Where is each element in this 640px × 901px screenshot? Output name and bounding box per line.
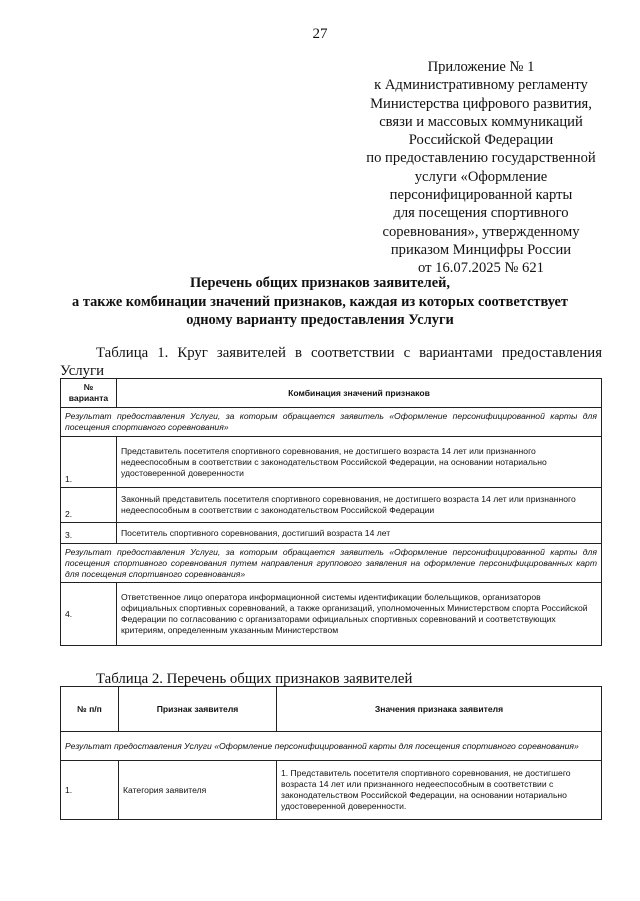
variant-combination: Законный представитель посетителя спортивного соревнования, не достигшего возраста 14 лет или признанного недееспособным в соответствии с законодательством Российской Федерации <box>117 488 602 523</box>
appendix-line: услуги «Оформление <box>414 168 548 185</box>
result-description: Результат предоставления Услуги «Оформление персонифицированной карты для посещения спортивного соревнования» <box>61 732 602 761</box>
appendix-line: приказом Минцифры России <box>390 241 572 258</box>
column-header-number: № варианта <box>61 379 117 408</box>
result-description: Результат предоставления Услуги, за которым обращается заявитель «Оформление персонифицированной карты для посещения спортивного соревнования путем направления группового заявления на оформление персонифицированных карт для посещения спортивного соревнования» <box>61 544 602 583</box>
row-number: 1. <box>61 761 119 820</box>
variant-number: 1. <box>61 437 117 488</box>
table1-caption: Таблица 1. Круг заявителей в соответствии с вариантами предоставления Услуги <box>60 345 602 379</box>
heading-line: а также комбинации значений признаков, каждая из которых соответствует <box>72 293 568 310</box>
column-header-value: Значения признака заявителя <box>277 687 602 732</box>
column-header-number: № п/п <box>61 687 119 732</box>
variant-combination: Посетитель спортивного соревнования, достигший возраста 14 лет <box>117 523 602 544</box>
table2-caption: Таблица 2. Перечень общих признаков заявителей <box>96 671 413 687</box>
appendix-line: связи и массовых коммуникаций <box>379 113 583 130</box>
applicant-sign-value: 1. Представитель посетителя спортивного соревнования, не достигшего возраста 14 лет или признанного недееспособным в соответствии с законодательством Российской Федерации, на основании нотариально удостоверенной доверенности. <box>277 761 602 820</box>
table-row <box>61 523 602 544</box>
result-row <box>61 544 602 583</box>
variant-combination: Ответственное лицо оператора информационной системы идентификации болельщиков, организаторов официальных спортивных соревнований, а также организаций, уполномоченных Министерством спорта Российской Федерации по согласованию с организаторами официальных спортивных соревнований и соответствующих критериям, определенным указанным Министерством <box>117 583 602 646</box>
variant-number: 4. <box>61 583 117 646</box>
heading-line: одному варианту предоставления Услуги <box>186 312 454 328</box>
table-row <box>61 583 602 646</box>
applicant-sign: Категория заявителя <box>119 761 277 820</box>
table-header-row <box>61 379 602 408</box>
page-number: 27 <box>312 26 328 42</box>
column-header-sign: Признак заявителя <box>119 687 277 732</box>
variant-combination: Представитель посетителя спортивного соревнования, не достигшего возраста 14 лет или признанного недееспособным в соответствии с законодательством Российской Федерации, на основании нотариально удостоверенной доверенности <box>117 437 602 488</box>
appendix-line: Российской Федерации <box>408 132 554 149</box>
appendix-line: для посещения спортивного <box>393 205 569 222</box>
table-header-row <box>61 687 602 732</box>
appendix-line: от 16.07.2025 № 621 <box>418 260 544 277</box>
appendix-line: соревнования», утвержденному <box>382 223 580 240</box>
appendix-line: персонифицированной карты <box>389 187 573 204</box>
document-heading <box>40 274 600 330</box>
result-row <box>61 408 602 437</box>
result-row <box>61 732 602 761</box>
appendix-line: по предоставлению государственной <box>366 150 596 167</box>
applicants-variants-table <box>60 378 602 646</box>
column-header-combination: Комбинация значений признаков <box>117 379 602 408</box>
heading-line: Перечень общих признаков заявителей, <box>189 275 451 291</box>
variant-number: 3. <box>61 523 117 544</box>
appendix-line: Приложение № 1 <box>427 59 535 75</box>
result-description: Результат предоставления Услуги, за которым обращается заявитель «Оформление персонифицированной карты для посещения спортивного соревнования» <box>61 408 602 437</box>
applicant-signs-table <box>60 686 602 820</box>
table-row <box>61 761 602 820</box>
variant-number: 2. <box>61 488 117 523</box>
appendix-line: к Административному регламенту <box>374 77 588 94</box>
table-row <box>61 488 602 523</box>
appendix-line: Министерства цифрового развития, <box>370 95 592 112</box>
appendix-block <box>350 58 612 278</box>
table-row <box>61 437 602 488</box>
